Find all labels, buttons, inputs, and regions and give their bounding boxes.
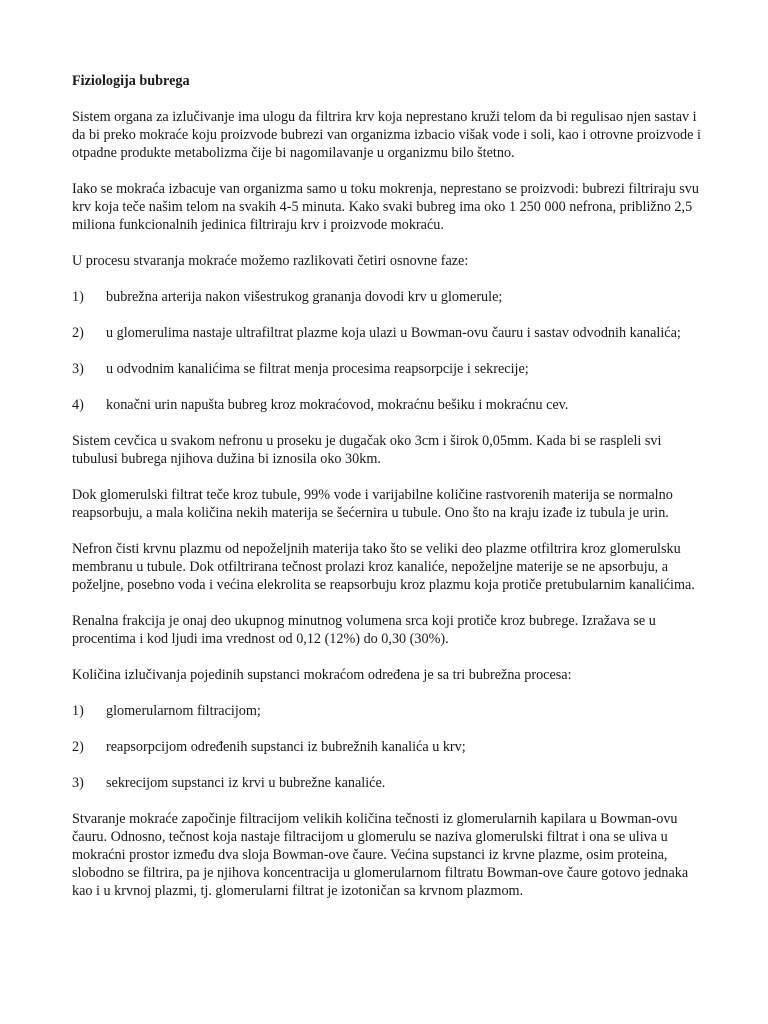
paragraph-reabsorption: Dok glomerulski filtrat teče kroz tubule, 99% vode i varijabilne količine rastvorenih materija se normalno reapsorbuju, a mala količina nekih materija se šećernira u tubule. Ono što na kraju izađe iz tubula je urin. [72,487,673,521]
process-list-item [72,774,710,792]
list-number: 2) [72,325,84,341]
process-list-item [72,738,710,756]
paragraph-filtration-rate: Iako se mokraća izbacuje van organizma samo u toku mokrenja, neprestano se proizvodi: bubrezi filtriraju svu krv koja teče našim telom na svakih 4-5 minuta. Kako svaki bubreg ima oko 1 250 000 nefrona, približno 2,5 miliona funkcionalnih jedinica filtriraju krv i proizvode mokraću. [72,181,699,233]
list-number: 1) [72,289,84,305]
list-text: u odvodnim kanalićima se filtrat menja procesima reapsorpcije i sekrecije; [106,361,529,377]
list-text: konačni urin napušta bubreg kroz mokraćovod, mokraćnu bešiku i mokraćnu cev. [106,397,569,413]
list-text: bubrežna arterija nakon višestrukog grananja dovodi krv u glomerule; [106,289,503,305]
phase-list-item [72,288,710,306]
list-text: sekrecijom supstanci iz krvi u bubrežne kanaliće. [106,775,386,791]
list-number: 3) [72,361,84,377]
list-number: 4) [72,397,84,413]
list-text: u glomerulima nastaje ultrafiltrat plazme koja ulazi u Bowman-ovu čauru i sastav odvodnih kanalića; [106,325,681,341]
paragraph-tubule-length: Sistem cevčica u svakom nefronu u proseku je dugačak oko 3cm i širok 0,05mm. Kada bi se raspleli svi tubulusi bubrega njihova dužina bi iznosila oko 30km. [72,433,662,467]
phase-list-item [72,324,710,342]
phase-list-item [72,396,710,414]
phase-list-item [72,360,710,378]
paragraph-nephron-cleaning: Nefron čisti krvnu plazmu od nepoželjnih materija tako što se veliki deo plazme otfiltrira kroz glomerulsku membranu u tubule. Dok otfiltrirana tečnost prolazi kroz kanaliće, nepoželjne materije se ne apsorbuju, a poželjne, posebno voda i većina elekrolita se reapsorbuju kroz plazmu koja protiče pretubularnim kanalićima. [72,541,695,593]
document-title: Fiziologija bubrega [72,73,190,89]
paragraph-glomerular-filtrate: Stvaranje mokraće započinje filtracijom velikih količina tečnosti iz glomerularnih kapilara u Bowman-ovu čauru. Odnosno, tečnost koja nastaje filtracijom u glomerulu se naziva glomerulski filtrat i ona se uliva u mokraćni prostor između dva sloja Bowman-ove čaure. Većina supstanci iz krvne plazme, osim proteina, slobodno se filtrira, pa je njihova koncentracija u glomerularnom filtratu Bowman-ove čaure gotovo jednaka kao i u krvnoj plazmi, tj. glomerularni filtrat je izotoničan sa krvnom plazmom. [72,811,689,899]
process-list-item [72,702,710,720]
paragraph-processes-intro: Količina izlučivanja pojedinih supstanci mokraćom određena je sa tri bubrežna procesa: [72,667,572,683]
paragraph-phases-intro: U procesu stvaranja mokraće možemo razlikovati četiri osnovne faze: [72,253,469,269]
list-number: 1) [72,703,84,719]
paragraph-intro: Sistem organa za izlučivanje ima ulogu da filtrira krv koja neprestano kruži telom da bi regulisao njen sastav i da bi preko mokraće koju proizvode bubrezi van organizma izbacio višak vode i soli, kao i otrovne proizvode i otpadne produkte metabolizma čije bi nagomilavanje u organizmu bilo štetno. [72,109,701,161]
paragraph-renal-fraction: Renalna frakcija je onaj deo ukupnog minutnog volumena srca koji protiče kroz bubrege. Izražava se u procentima i kod ljudi ima vrednost od 0,12 (12%) do 0,30 (30%). [72,613,656,647]
list-text: reapsorpcijom određenih supstanci iz bubrežnih kanalića u krv; [106,739,466,755]
list-number: 2) [72,739,84,755]
list-text: glomerularnom filtracijom; [106,703,261,719]
list-number: 3) [72,775,84,791]
